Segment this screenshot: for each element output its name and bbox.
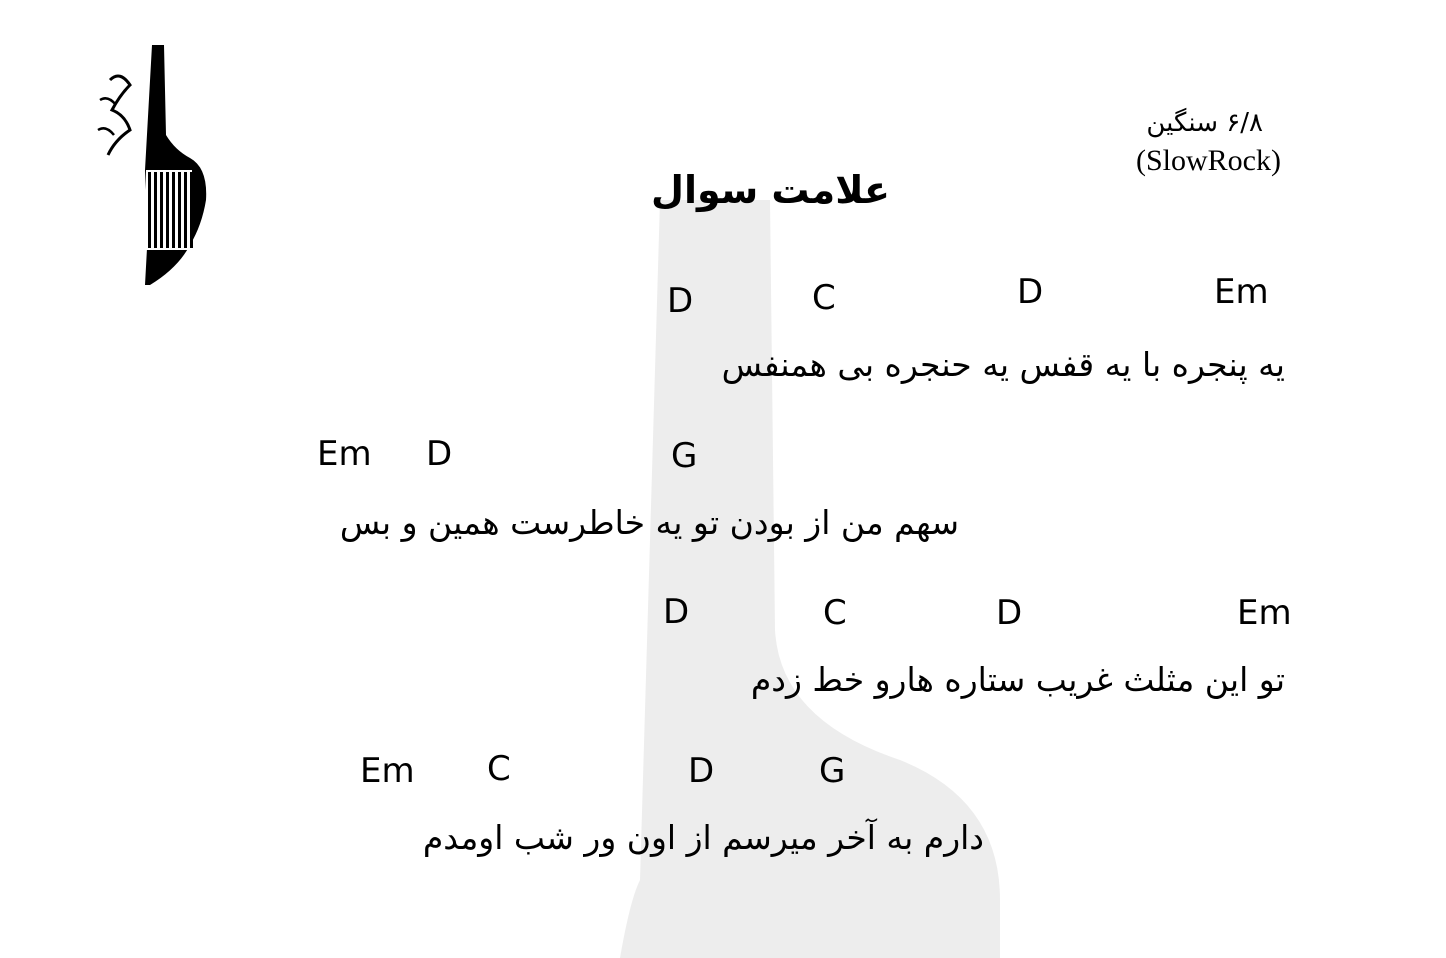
chord: D: [688, 751, 715, 791]
lyric-line: یه پنجره با یه قفس یه حنجره بی همنفس: [721, 345, 1285, 384]
chord: D: [426, 434, 453, 474]
chord: C: [487, 749, 511, 789]
rhythm-style: (SlowRock): [1136, 144, 1281, 177]
chord: Em: [1237, 593, 1292, 633]
chord: C: [812, 278, 836, 318]
chord: Em: [360, 751, 415, 791]
chord: D: [996, 593, 1023, 633]
lyric-line: سهم من از بودن تو یه خاطرست همین و بس: [339, 503, 959, 542]
lyric-line: تو این مثلث غریب ستاره هارو خط زدم: [750, 660, 1285, 699]
chord: D: [1017, 272, 1044, 312]
logo-icon: [90, 40, 220, 290]
song-meta: [1136, 108, 1281, 178]
chord: D: [663, 592, 690, 632]
chord: Em: [1214, 272, 1269, 312]
time-signature: ۶/۸ سنگین: [1146, 108, 1263, 138]
chord: Em: [317, 434, 372, 474]
song-title: علامت سوال: [651, 168, 890, 212]
chord: G: [671, 436, 698, 476]
lyric-line: دارم به آخر میرسم از اون ور شب اومدم: [422, 818, 984, 857]
chord: D: [667, 281, 694, 321]
chord: C: [823, 593, 847, 633]
chord: G: [819, 751, 846, 791]
